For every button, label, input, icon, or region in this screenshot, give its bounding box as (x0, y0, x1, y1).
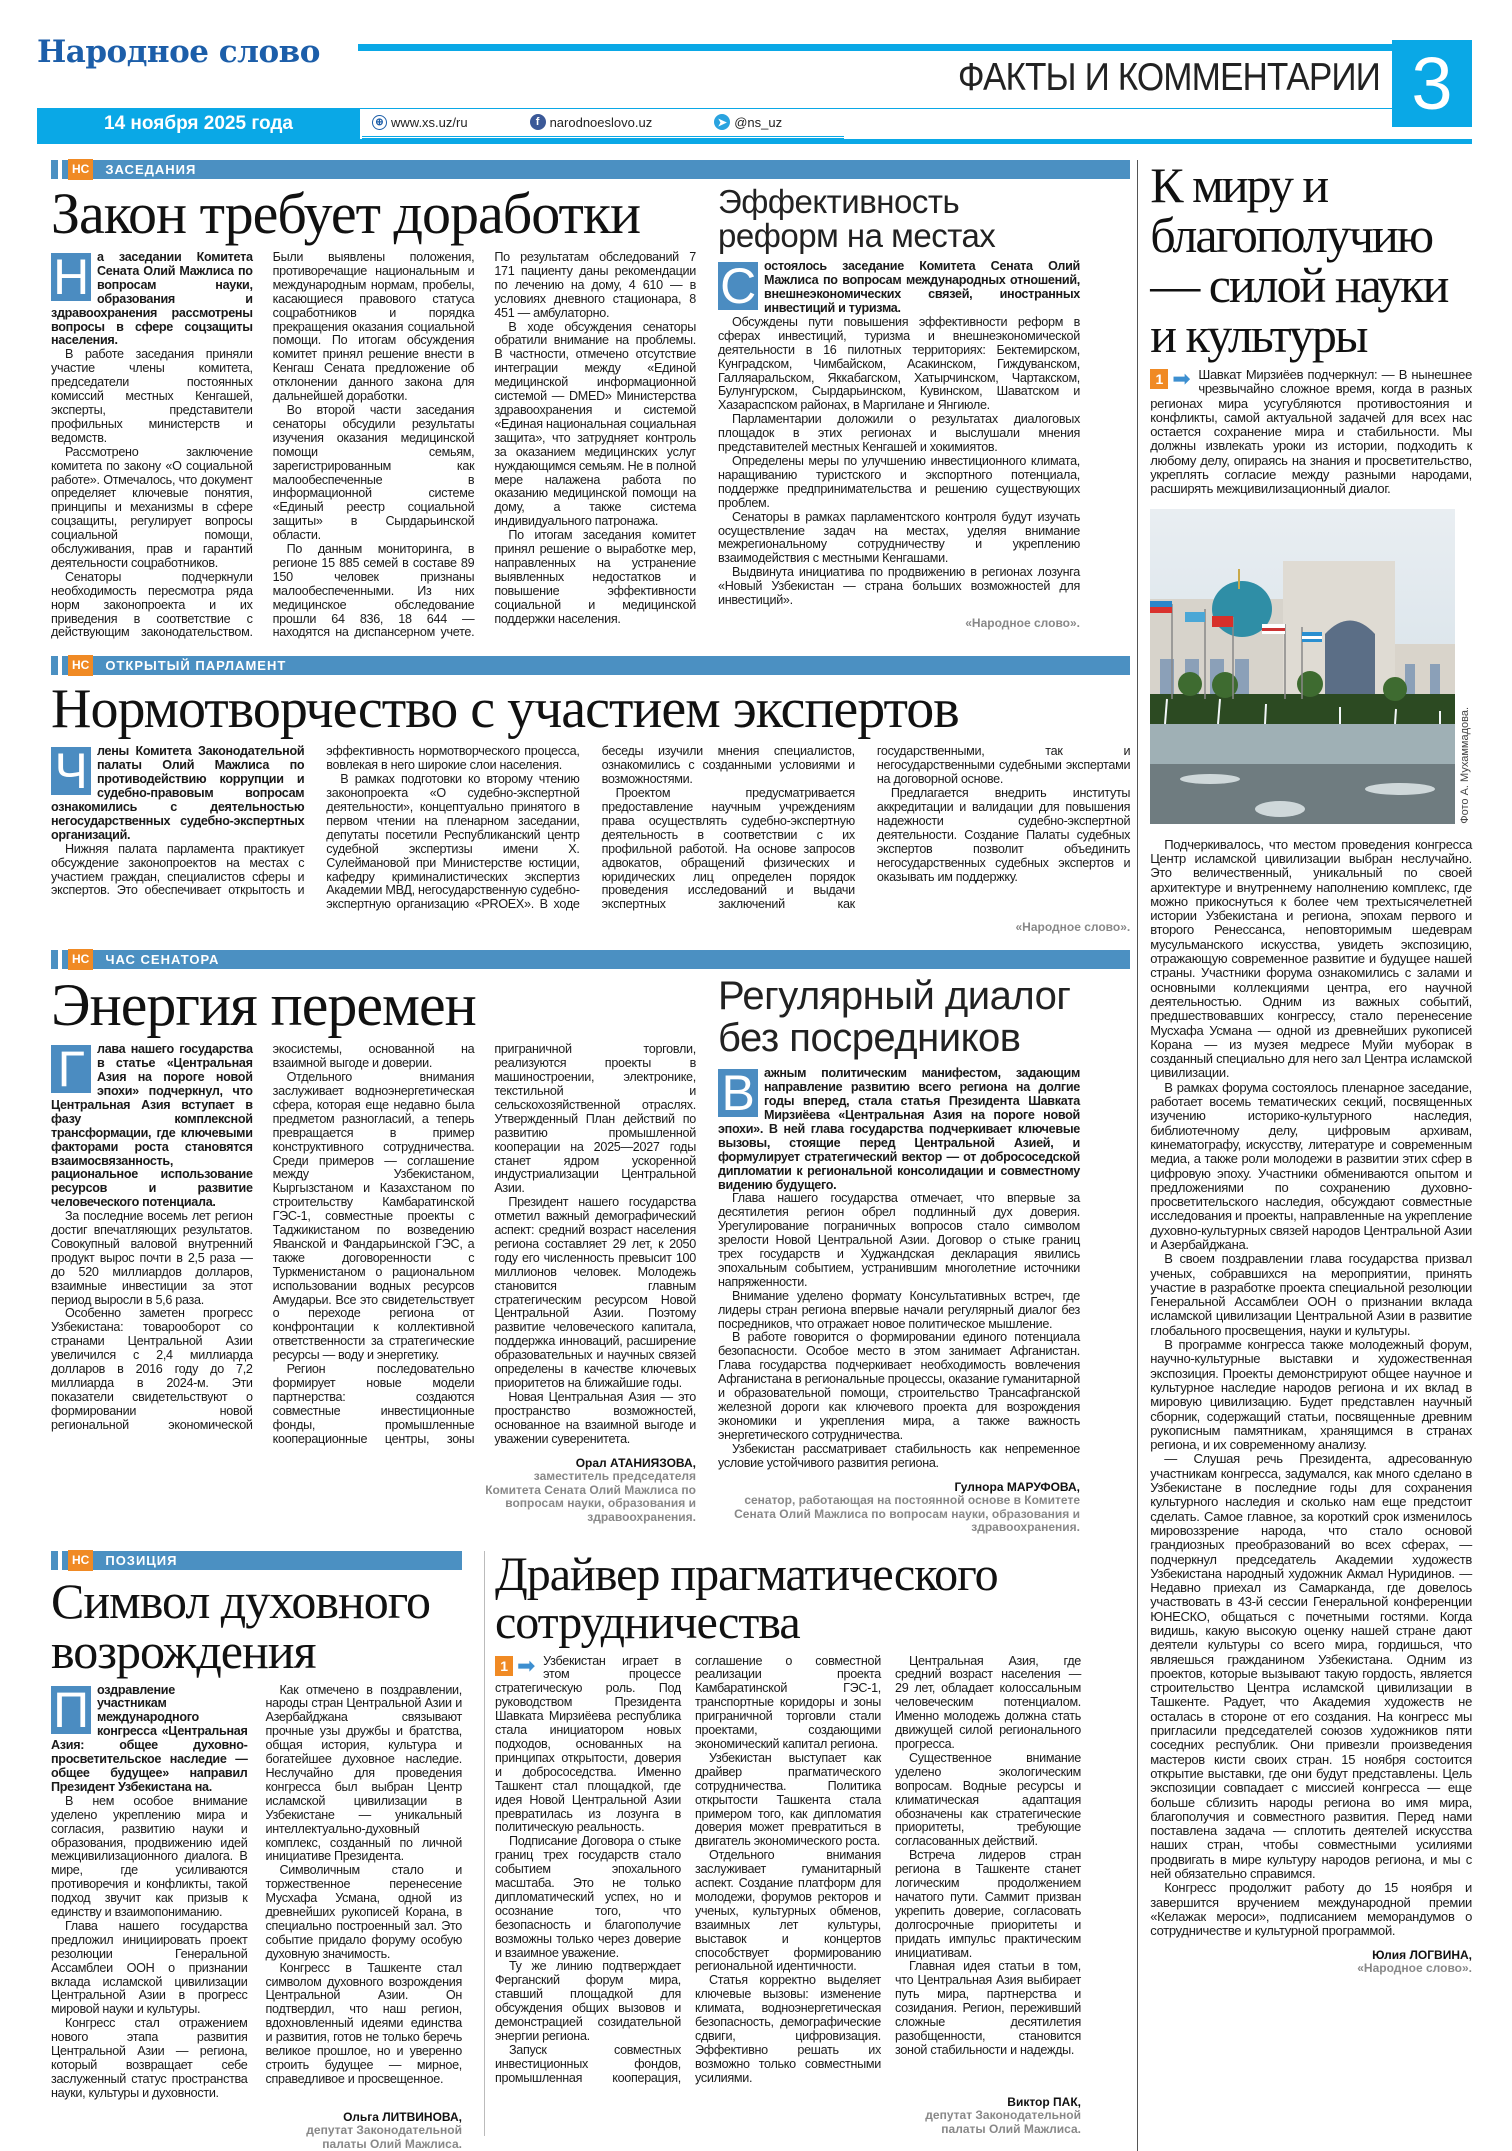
photo-credit: Фото А. Мухаммадова. (1459, 706, 1472, 824)
article-paragraph: Подчеркивалось, что местом проведения конгресса Центр исламской цивилизации выбран неслучайно. Это величественный, уникальный по своей архитектуре и внутреннему наполнению комплекс, где можно прикоснуться к более чем трехтысячелетней истории Узбекистана и региона, эпохам первого и второго Ренессанса, неповторимым шедеврам мусульманского искусства, увидеть экспозицию, отражающую современное развитие и будущее нашей страны. Участники форума ознакомились с залами и основными коллекциями центра, его научной деятельностью. Одним из важных событий, предшествовавших конгрессу, стало перенесение Мусхафа Усмана — одной из древнейших рукописей Корана — из музея медресе Муйи муборак в созданный специально для него зал Центра исламской цивилизации. (1150, 836, 1472, 1081)
article-lead (495, 1652, 681, 1836)
article-paragraph: Глава нашего государства предложил инициировать проект резолюции Генеральной Ассамблеи ООН о признании вклада исламской цивилизации Центральной Азии в прогресс мировой науки и культуры. (51, 1918, 248, 2017)
author-position: заместитель председателя Комитета Сената Олий Мажлиса по вопросам науки, образования и здравоохранения. (485, 1469, 696, 1524)
article-paragraph: В своем поздравлении глава государства призвал ученых, собравшихся на мероприятии, принять участие в разработке проекта специальной резолюции Генеральной Ассамблеи ООН о признании вклада исламской цивилизации Центральной Азии в развитие глобального просвещения, науки и культуры. (1150, 1251, 1472, 1338)
ns-badge: НС (68, 949, 93, 970)
article-paragraph: Сенаторы подчеркнули необходимость пересмотра ряда норм законопроекта и их приведения в соответствие с действующим законодательством. Были выявлены положения, противоречащие национальным и международным нормам, пробелы, касающиеся правового статуса соцработников и порядка прекращения оказания социальной помощи. По итогам обсуждения комитет принял решение внести в Кенгаш Сената предложение об отклонении данного закона для дальнейшей доработки. (51, 250, 475, 640)
telegram-link-text: @ns_uz (734, 114, 783, 130)
section-label: ОТКРЫТЫЙ ПАРЛАМЕНТ (105, 658, 287, 674)
article-body-dialog (718, 1067, 1080, 1470)
lead-text: ажным политическим манифестом, задающим направление развитию всего региона на долгие годы вперед, стала статья Президента Шавката Мирзиёева «Центральная Азия на пороге новой эпохи». В ней глава государства подчеркивает ключевые вызовы, стоящие перед Центральной Азией, и формулирует стратегический вектор — от добрососедской дипломатии к региональной консолидации и совместному видению будущего. (718, 1066, 1080, 1192)
header-rule (358, 44, 1392, 51)
article-effekt (718, 179, 1080, 630)
header-bottom-rule (37, 139, 1472, 144)
left-area (51, 160, 1138, 2151)
continuation-marker (495, 1652, 536, 1678)
article-paragraph: Символичным стало и торжественное перенесение Мусхафа Усмана, одной из древнейших рукописей Корана, в специально построенный зал. Это событие придало форуму особую духовную значимость. (265, 1863, 462, 1961)
drop-cap: П (51, 1686, 91, 1734)
article-paragraph: Глава нашего государства отмечает, что впервые за десятилетия регион обрел подлинный дух доверия. Урегулирование пограничных вопросов стало символом зрелости Новой Центральной Азии. Договор о стыке границ трех государств и Худжандская декларация явились эпохальным событием, устранившим многолетние источники напряженности. (718, 1191, 1080, 1289)
facebook-link-text: narodnoeslovo.uz (549, 114, 653, 130)
section-bar-zasedaniya (51, 160, 1130, 179)
page-rubric: ФАКТЫ И КОММЕНТАРИИ (957, 56, 1380, 99)
page-number: 3 (1392, 40, 1472, 127)
article-paragraph: Рассмотрено заключение комитета по закону «О социальной работе». Отмечалось, что документ определяет ключевые понятия, принципы и механизмы в сфере соцзащиты, регулирует вопросы социальной помощи, обслуживания, прав и гарантий деятельности соцработников. (51, 444, 253, 570)
article-body-symbol (51, 1681, 462, 2101)
article-paragraph: Конгресс продолжит работу до 15 ноября и завершится вручением международной премии «Келажак мероси», подписанием меморандумов о сотрудничестве и культурной программой. (1150, 1880, 1472, 1939)
article-paragraph: Узбекистан выступает как драйвер прагматического сотрудничества. Политика открытости Ташкента стала примером того, как дипломатия доверия может превратиться в двигатель экономического роста. (695, 1750, 881, 1849)
headline-symbol: Символ духовного возрождения (51, 1572, 430, 1679)
article-paragraph: Ту же линию подтверждает Ферганский форум мира, ставший площадкой для обсуждения общих вызовов и демонстрацией созидательной энергии региона. (495, 1959, 681, 2043)
article-paragraph: Сенаторы в рамках парламентского контроля будут изучать осуществление задач на местах, уделяя внимание межрегиональному сотрудничеству и укреплению взаимодействия с местными Кенгашами. (718, 509, 1080, 566)
lead-text: остоялось заседание Комитета Сената Олий Мажлиса по вопросам международных отношений, внешнеэкономических связей, иностранных инвестиций и туризма. (764, 259, 1080, 316)
right-column (1150, 157, 1472, 2151)
drop-cap: Г (51, 1045, 91, 1093)
article-zakon (51, 179, 696, 640)
article-paragraph: — Слушая речь Президента, адресованную участникам конгресса, задумался, как много сделано в Узбекистане в последние годы для сохранения культурного наследия и сколько нам еще предстоит сделать. Самое главное, за короткий срок изменилось мировоззрение народа, что стало основой грандиозных преобразований во всех сферах, — подчеркнул председатель Академии художеств Узбекистана народный художник Акмал Нуридинов. — Недавно приехал из Самарканда, где довелось участвовать в 43-й сессии Генеральной конференции ЮНЕСКО, общаться с почетными гостями. Когда видишь, какую высокую оценку нашей стране дают деятели культуры со всего мира, гордишься, что являешься гражданином Узбекистана. Одним из проектов, которые вызывают такую гордость, является строительство Центра исламской цивилизации в Ташкенте. Радует, что Академия художеств не осталась в стороне от его создания. На конгресс мы пригласили председателей союзов художников пяти соседних республик. Они привезли произведения мастеров кисти своих стран. 15 ноября состоится открытие выставки, где они будут представлены. Цель экспозиции совпадает с миссией конгресса — еще больше сблизить народы региона во имя мира, благополучия и совместного развития. Перед нами поставлена задача — сплотить деятелей искусства наших стран, чтобы совместными усилиями продвигать в мире культуру народов региона, и мы с ней обязательно справимся. (1150, 1451, 1472, 1882)
globe-icon: ⊕ (372, 115, 387, 130)
bar-tick (55, 1551, 62, 1570)
drop-cap: Н (51, 253, 91, 301)
section-bar-parlament (51, 656, 1130, 675)
article-paragraph: По итогам заседания комитет принял решение о выработке мер, направленных на устранение выявленных недостатков и повышение эффективности социальной и медицинской поддержки населения. (494, 528, 696, 626)
article-paragraph: Встреча лидеров стран региона в Ташкенте станет логическим продолжением начатого пути. Саммит призван укрепить доверие, согласовать долгосрочные приоритеты и придать импульс практическим инициативам. (895, 1848, 1081, 1960)
author-position: «Народное слово». (1357, 1961, 1472, 1976)
article-paragraph: Статья корректно выделяет ключевые вызовы: изменение климата, водноэнергетическая безопасность, демографические сдвиги, цифровизация. Эффективно решать их возможно только совместными усилиями. (695, 1973, 881, 2085)
article-paragraph: В программе конгресса также молодежный форум, научно-культурные выставки и художественная экспозиция. Проекты демонстрируют общее научное и культурное наследие народов региона и их вклад в мировую цивилизацию. Будет представлен научный сборник, содержащий статьи, посвященные древним рукописным памятникам, хранящимся в странах региона, и их современному анализу. (1150, 1337, 1472, 1453)
article-paragraph: Определены меры по улучшению инвестиционного климата, наращиванию туристского и экспортного потенциала, поддержке предпринимательства и решению существующих проблем. (718, 454, 1080, 510)
article-body-miru (1150, 838, 1472, 1939)
article-paragraph: Запуск совместных инвестиционных фондов, промышленная кооперация, соглашение о совместной реализации проекта Камбаратинской ГЭС-1, транспортные коридоры и зоны приграничной торговли стали проектами, создающими экономический капитал региона. (495, 1653, 881, 2085)
article-paragraph: В нем особое внимание уделено укреплению мира и согласия, развитию науки и образования, продвижению идей межцивилизационного диалога. В мире, где усиливаются противоречия и конфликты, такой подход звучит как призыв к единству и взаимопониманию. (51, 1793, 248, 1920)
article-paragraph: Парламентарии доложили о результатах диалоговых площадок в этих регионах и выслушали мнения представителей местных Кенгашей и хокимиятов. (718, 412, 1080, 455)
article-paragraph: В рамках форума состоялось пленарное заседание, работает восемь тематических секций, посвященных изучению историко-культурного наследия, библиотечному делу, цифровым архивам, кинематографу, искусству, литературе и современным медиа, а также роли молодежи в развитии этих сфер в цифровую эпоху. Участники обмениваются опытом и предложениями по сохранению духовно-просветительского наследия, обсуждают совместные исследования и проекты, направленные на укрепление духовно-культурных связей народов Центральной Азии и Азербайджана. (1150, 1079, 1472, 1252)
article-paragraph: Выдвинута инициатива по продвижению в регионах лозунга «Новый Узбекистан — страна больших возможностей для инвестиций». (718, 565, 1080, 608)
article-paragraph: Как отмечено в поздравлении, народы стран Центральной Азии и Азербайджана связывают прочные узы дружбы и братства, общая история, культура и богатейшее духовное наследие. Неслучайно для проведения конгресса был выбран Центр исламской цивилизации в Узбекистане — уникальный интеллектуально-духовный комплекс, созданный по личной инициативе Президента. (265, 1682, 462, 1864)
article-paragraph: Отдельного внимания заслуживает водноэнергетическая сфера, которая еще недавно была предметом разногласий, а теперь превращается в пример конструктивного сотрудничества. Среди примеров — соглашение между Узбекистаном, Кыргызстаном и Казахстаном по строительству Камбаратинской ГЭС-1, совместные проекты с Таджикистаном по возведению Яванской и Фандарьинской ГЭС, а также договоренности с Туркменистаном о рациональном использовании водных ресурсов Амударьи. Все это свидетельствует о переходе региона от конфронтации к коллективной ответственности за стратегические ресурсы — воду и энергетику. (272, 1070, 475, 1363)
article-paragraph: Во второй части заседания сенаторы обсудили результаты изучения оказания медицинской помощи семьям, зарегистрированным как малообеспеченные в информационной системе «Единый реестр социальной защиты» в Сырдарьинской области. (272, 402, 475, 543)
byline-driver (887, 2096, 1081, 2137)
headline-zakon: Закон требует доработки (51, 181, 641, 246)
ns-badge: НС (68, 655, 93, 676)
author-name: Орал АТАНИЯЗОВА, (575, 1455, 696, 1470)
section-bar-chas-senatora (51, 950, 1130, 969)
issue-date: 14 ноября 2025 года (37, 108, 360, 139)
continuation-marker (1150, 366, 1191, 391)
bottom-row (51, 1547, 1130, 2151)
bar-tick (55, 950, 62, 969)
telegram-link[interactable] (714, 114, 782, 130)
section-bar-poziciya (51, 1551, 462, 1570)
section-label: ЗАСЕДАНИЯ (105, 162, 197, 177)
article-paragraph: Конгресс стал отражением нового этапа развития Центральной Азии — региона, который возвращает себе заслуженный статус пространства науки, культуры и духовности. (51, 2016, 248, 2100)
lead-text: Шавкат Мирзиёев подчеркнул: — В нынешнее чрезвычайно сложное время, когда в разных регионах мира усугубляются противостояния и конфликты, самой актуальной задачей для всех нас остается сохранение мира и стабильности. Мы должны извлекать уроки из истории, подходить к любому делу, опираясь на знания и просветительство, укреплять согласие между разными народами, расширять межцивилизационный диалог. (1150, 367, 1472, 497)
article-symbol (51, 1551, 462, 2151)
article-paragraph: Регион последовательно формирует новые модели партнерства: создаются совместные инвестиционные фонды, промышленные кооперационные центры, зоны приграничной торговли, реализуются проекты в машиностроении, электронике, текстильной и сельскохозяйственной отраслях. Утвержденный План действий по развитию промышленной кооперации на 2025—2027 годы станет ядром ускоренной индустриализации Центральной Азии. (272, 1042, 696, 1446)
article-lead (718, 260, 1080, 316)
newspaper-logo: Народное слово (37, 34, 320, 70)
section-parlament (51, 656, 1130, 934)
social-links (362, 108, 844, 139)
byline-miru (1150, 1949, 1472, 1976)
arrow-right-icon: ➡ (1172, 366, 1191, 391)
article-body-normo (51, 745, 1130, 912)
article-paragraph: Центральная Азия, где средний возраст населения — 29 лет, обладает колоссальным человеческим потенциалом. Именно молодежь должна стать движущей силой регионального прогресса. (895, 1653, 1081, 1751)
drop-cap: С (718, 262, 758, 310)
article-paragraph: В рамках подготовки ко второму чтению законопроекта «О судебно-экспертной деятельности», концептуально принятого в первом чтении на пленарном заседании, депутаты посетили Республиканский центр судебной экспертизы имени Х. Сулеймановой при Министерстве юстиции, кафедру криминалистических экспертиз Академии МВД, негосударственную судебно-экспертную организацию «PROEX». В ходе беседы изучили мнения специалистов, ознакомились с созданными условиями и возможностями. (326, 744, 855, 912)
photo-islamic-civilization-center (1150, 509, 1455, 824)
byline-symbol (265, 2111, 462, 2151)
lead-text: лены Комитета Законодательной палаты Олий Мажлиса по противодействию коррупции и судебно-правовым вопросам ознакомились с деятельностью негосударственных судебно-экспертных организаций. (51, 744, 305, 842)
article-lead (51, 745, 304, 842)
article-paragraph: В работе говорится о формировании единого потенциала безопасности. Особое место в этом занимает Афганистан. Глава государства подчеркивает необходимость вовлечения Афганистана в региональные процессы, оказание гуманитарной и образовательной помощи, строительство Трансафганской железной дороги как ключевого проекта для возрождения экономики и укрепления мира, а также важность энергетического сотрудничества. (718, 1330, 1080, 1442)
section-chas-senatora (51, 950, 1130, 1534)
headline-miru: К миру и благополучию — силой науки и культуры (1150, 157, 1448, 363)
article-dialog (718, 969, 1080, 1534)
article-paragraph: Главная идея статьи в том, что Центральная Азия выбирает путь мира, партнерства и созидания. Регион, переживший сложные десятилетия разобщенности, становится зоной стабильности и надежды. (895, 1959, 1081, 2057)
article-paragraph: Обсуждены пути повышения эффективности реформ в сферах инвестиций, туризма и внешнеэкономической деятельности в 16 пилотных территориях: Бектемирском, Кунградском, Чимбайском, Асакинском, Гиждуванском, Галляаральском, Яккабагском, Хатырчинском, Чартакском, Булунгурском, Сырдарьинском, Кувинском, Шаватском и Хазараспском районах, в Маргилане и Янгиюле. (718, 314, 1080, 413)
website-link-text: www.xs.uz/ru (391, 114, 468, 130)
byline-dialog (718, 1481, 1080, 1535)
ns-badge: НС (68, 159, 93, 180)
section-label: ЧАС СЕНАТОРА (105, 952, 220, 968)
article-paragraph: Новая Центральная Азия — это пространство возможностей, основанное на взаимной выгоде и уважении суверенитета. (494, 1389, 696, 1446)
article-lead (718, 1067, 1080, 1192)
website-link[interactable] (372, 115, 468, 130)
article-lead-miru (1150, 368, 1472, 497)
drop-cap: В (718, 1069, 758, 1117)
article-body-effekt (718, 260, 1080, 608)
article-energy (51, 969, 696, 1524)
article-lead (1150, 368, 1472, 497)
article-paragraph: Проектом предусматривается предоставление научным учреждениям права осуществлять судебно-экспертную деятельность в соответствии с их профильной работой. На основе запросов адвокатов, обращений физических и юридических лиц определен порядок проведения исследований и выдачи экспертных заключений как государственными, так и негосударственными судебными экспертами на договорной основе. (601, 744, 1131, 912)
article-paragraph: Внимание уделено формату Консультативных встреч, где лидеры стран региона впервые начали регулярный диалог без посредников, что отражает новое политическое мышление. (718, 1288, 1080, 1331)
bar-tick (55, 656, 62, 675)
drop-cap: Ч (51, 747, 91, 795)
marker-number: 1 (495, 1656, 513, 1676)
article-paragraph: Существенное внимание уделено экологическим вопросам. Водные ресурсы и климатическая адаптация обозначены как стратегические приоритеты, требующие согласованных действий. (895, 1750, 1081, 1849)
article-paragraph: Особенно заметен прогресс Узбекистана: товарооборот со странами Центральной Азии увеличился с 2,4 миллиарда долларов в 2016 году до 7,2 миллиарда в 2024-м. Эти показатели свидетельствуют о формировании новой региональной экономической экосистемы, основанной на взаимной выгоде и доверии. (51, 1042, 475, 1432)
lead-text: а заседании Комитета Сената Олий Мажлиса по вопросам науки, образования и здравоохранения рассмотрены вопросы в сфере соцзащиты населения. (51, 250, 253, 348)
author-position: депутат Законодательной палаты Олий Мажлиса. (306, 2123, 462, 2151)
article-lead (51, 1681, 248, 1795)
headline-driver: Драйвер прагматического сотрудничества (495, 1547, 998, 1649)
section-label: ПОЗИЦИЯ (105, 1552, 178, 1568)
photo-block (1150, 509, 1472, 824)
facebook-link[interactable] (530, 114, 653, 130)
author-name: Юлия ЛОГВИНА, (1372, 1947, 1472, 1962)
article-paragraph: Предлагается внедрить институты аккредитации и валидации для повышения надежности судебно-экспертной деятельности. Создание Палаты судебных экспертов позволит объединить негосударственных судебных экспертов и оказывать им поддержку. (876, 786, 1131, 884)
ns-badge: НС (68, 1550, 93, 1571)
article-body-driver (495, 1652, 1081, 2086)
article-body-energy (51, 1043, 696, 1446)
article-paragraph: В ходе обсуждения сенаторы обратили внимание на проблемы. В частности, отмечено отсутствие интеграции между «Единой медицинской информационной системой — DMED» Министерства здравоохранения и системой «Единая национальная социальная защита», что затрудняет контроль за оказанием медицинских услуг нуждающимся семьям. Не в полной мере налажена работа по оказанию медицинской помощи на дому, а также система индивидуального патронажа. (494, 319, 696, 529)
headline-dialog: Регулярный диалог без посредников (718, 974, 1071, 1061)
lead-text: лава нашего государства в статье «Центральная Азия на пороге новой эпохи» подчеркнул, что Центральная Азия вступает в фазу комплексной трансформации, где ключевыми факторами роста становятся взаимосвязанность, рациональное использование ресурсов и развитие человеческого потенциала. (51, 1042, 253, 1210)
arrow-right-icon: ➡ (517, 1652, 536, 1678)
article-paragraph: Конгресс в Ташкенте стал символом духовного возрождения Центральной Азии. Он подтвердил, что наш регион, вдохновленный идеями единства и развития, готов не только беречь великое прошлое, но и уверенно строить будущее — мирное, справедливое и просвещенное. (265, 1960, 462, 2086)
article-source-effekt: «Народное слово». (965, 615, 1080, 630)
building-photo-illustration (1150, 509, 1455, 824)
article-paragraph: Узбекистан рассматривает стабильность как непременное условие устойчивого развития региона. (718, 1441, 1080, 1470)
author-name: Ольга ЛИТВИНОВА, (343, 2109, 462, 2124)
telegram-icon: ➤ (714, 114, 730, 130)
bar-tick (55, 160, 62, 179)
headline-energy: Энергия перемен (51, 972, 476, 1039)
section-zasedaniya (51, 160, 1130, 640)
article-driver (484, 1547, 1081, 2137)
article-body-zakon (51, 251, 696, 640)
article-lead (51, 1043, 253, 1210)
article-source-normo: «Народное слово». (1015, 920, 1131, 935)
marker-number: 1 (1150, 369, 1168, 389)
author-name: Гулнора МАРУФОВА, (954, 1479, 1080, 1494)
author-position: сенатор, работающая на постоянной основе в Комитете Сената Олий Мажлиса по вопросам науки, образования и здравоохранения. (734, 1493, 1080, 1535)
author-name: Виктор ПАК, (1007, 2094, 1081, 2109)
byline-energy (480, 1457, 696, 1525)
article-paragraph: По данным мониторинга, в регионе 15 885 семей в составе 89 150 человек признаны малообеспеченными. Из них медицинское обследование прошли 64 836, 18 644 — находятся на диспансерном учете. По результатам обследований 7 171 пациенту даны рекомендации по лечению на дому, 4 610 — в условиях дневного стационара, 8 451 — амбулаторно. (272, 250, 696, 640)
article-paragraph: Нижняя палата парламента практикует обсуждение законопроектов на местах с участием граждан, специалистов сферы и экспертов. Это обеспечивает открытость и эффективность нормотворческого процесса, вовлекая в него широкие слои населения. (51, 744, 580, 898)
lead-text: Узбекистан играет в этом процессе стратегическую роль. Под руководством Президента Шавката Мирзиёева республика стала инициатором новых подходов, основанных на принципах открытости, доверия и добрососедства. Именно Ташкент стал площадкой, где идея Новой Центральной Азии превратилась из лозунга в политическую реальность. (495, 1653, 681, 1835)
headline-normo: Нормотворчество с участием экспертов (51, 678, 959, 741)
page-content (51, 157, 1472, 2151)
article-paragraph: В работе заседания приняли участие члены комитета, председатели постоянных комиссий местных Кенгашей, эксперты, представители профильных министерств и ведомств. (51, 347, 253, 445)
article-paragraph: За последние восемь лет регион достиг впечатляющих результатов. Совокупный валовой внутренний продукт вырос почти в 2,5 раза — до 520 миллиардов долларов, взаимные инвестиции за этот период выросли в 5,6 раза. (51, 1209, 253, 1307)
article-paragraph: Президент нашего государства отметил важный демографический аспект: средний возраст населения региона составляет 29 лет, к 2050 году его численность превысит 100 миллионов человек. Молодежь становится главным стратегическим ресурсом Новой Центральной Азии. Поэтому развитие человеческого капитала, поддержка инноваций, расширение образовательных и научных связей определены в качестве ключевых приоритетов на ближайшие годы. (494, 1195, 696, 1390)
lead-text: оздравление участникам международного конгресса «Центральная Азия: общее духовно-просветительское наследие — общее будущее» направил Президент Узбекистана на. (51, 1682, 248, 1794)
headline-effekt: Эффективность реформ на местах (718, 183, 996, 254)
author-position: депутат Законодательной палаты Олий Мажлиса. (925, 2108, 1081, 2136)
article-paragraph: Отдельного внимания заслуживает гуманитарный аспект. Создание платформ для молодежи, форумов ректоров и ученых, культурных обменов, взаимных лет культуры, выставок и концертов способствует формированию региональной идентичности. (695, 1848, 881, 1974)
article-paragraph: Подписание Договора о стыке границ трех государств стало событием эпохального масштаба. Это не только дипломатический успех, но и осознание того, что безопасность и благополучие возможны только через доверие и взаимное уважение. (495, 1834, 681, 1960)
facebook-icon: f (530, 114, 546, 130)
article-lead (51, 251, 253, 348)
